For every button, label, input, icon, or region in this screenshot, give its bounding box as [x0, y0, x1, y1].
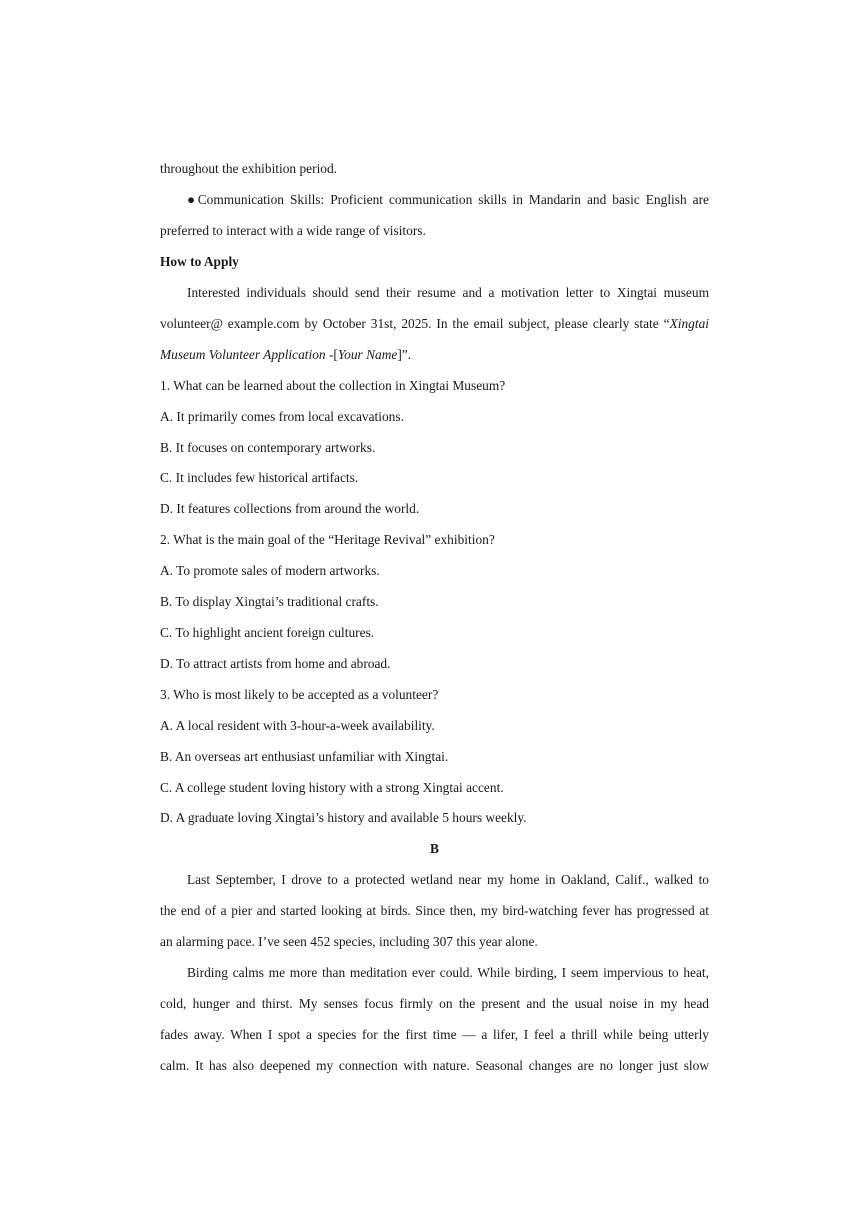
section-b-p2-line-1: Birding calms me more than meditation ever could. While birding, I seem impervious to heat, [187, 965, 709, 980]
question-1-option-b: B. It focuses on contemporary artworks. [160, 440, 376, 455]
how-to-apply-line-2 [160, 315, 709, 333]
question-3-option-c: C. A college student loving history with a strong Xingtai accent. [160, 780, 504, 795]
subject-italic-b: Your Name [337, 347, 398, 362]
question-2-option-d: D. To attract artists from home and abroad. [160, 656, 391, 671]
how-to-apply-line-1: Interested individuals should send their resume and a motivation letter to Xingtai museum [187, 285, 709, 300]
question-3-option-a: A. A local resident with 3-hour-a-week availability. [160, 718, 435, 733]
question-1-stem: 1. What can be learned about the collection in Xingtai Museum? [160, 378, 506, 393]
section-b-p1-line-2: the end of a pier and started looking at birds. Since then, my bird-watching fever has progressed at [160, 903, 709, 918]
question-3-option-b: B. An overseas art enthusiast unfamiliar with Xingtai. [160, 749, 449, 764]
section-b-p2-line-3: fades away. When I spot a species for the first time — a lifer, I feel a thrill while being utterly [160, 1027, 709, 1042]
question-3-option-d: D. A graduate loving Xingtai’s history and available 5 hours weekly. [160, 810, 527, 825]
section-b-p2-line-4: calm. It has also deepened my connection with nature. Seasonal changes are no longer just slow [160, 1058, 709, 1073]
subject-italic-a: Museum Volunteer Application [160, 347, 326, 362]
section-b-p1-line-3: an alarming pace. I’ve seen 452 species, including 307 this year alone. [160, 934, 538, 949]
bullet-communication-line-2: preferred to interact with a wide range of visitors. [160, 223, 426, 238]
how-to-apply-line-3 [160, 346, 709, 364]
subject-mid: -[ [325, 347, 338, 362]
question-1-option-d: D. It features collections from around the world. [160, 501, 420, 516]
question-3-stem: 3. Who is most likely to be accepted as a volunteer? [160, 687, 439, 702]
subject-end: ]”. [397, 347, 412, 362]
section-b-heading: B [430, 841, 439, 856]
question-2-stem: 2. What is the main goal of the “Heritage Revival” exhibition? [160, 532, 495, 547]
question-2-option-a: A. To promote sales of modern artworks. [160, 563, 380, 578]
how-to-apply-heading: How to Apply [160, 254, 239, 269]
question-2-option-b: B. To display Xingtai’s traditional crafts. [160, 594, 379, 609]
question-2-option-c: C. To highlight ancient foreign cultures. [160, 625, 375, 640]
bullet-communication-line-1: ●Communication Skills: Proficient communication skills in Mandarin and basic English are [187, 192, 709, 207]
section-b-p1-line-1: Last September, I drove to a protected wetland near my home in Oakland, Calif., walked to [187, 872, 709, 887]
continuation-line: throughout the exhibition period. [160, 161, 338, 176]
how-to-apply-line-2-italic: Xingtai [669, 316, 709, 331]
section-b-p2-line-2: cold, hunger and thirst. My senses focus firmly on the present and the usual noise in my head [160, 996, 709, 1011]
how-to-apply-line-2-text: volunteer@ example.com by October 31st, 2025. In the email subject, please clearly state “ [160, 316, 670, 331]
question-1-option-a: A. It primarily comes from local excavations. [160, 409, 404, 424]
question-1-option-c: C. It includes few historical artifacts. [160, 470, 359, 485]
